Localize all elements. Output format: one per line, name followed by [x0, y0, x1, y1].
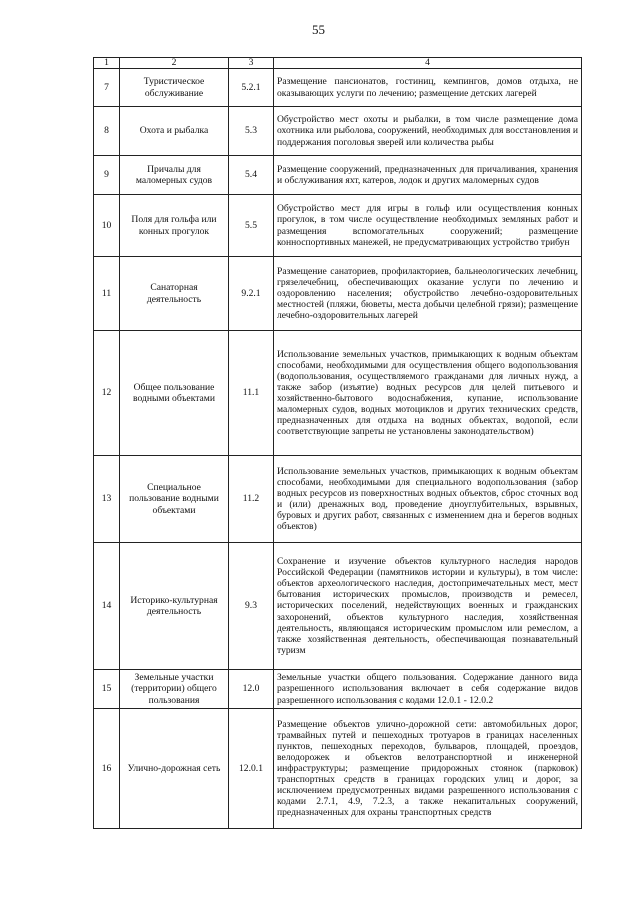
row-description: Обустройство мест для игры в гольф или осуществления конных прогулок, в том числе осуществление необходимых земляных работ и размещения вспомогательных сооружений; размещение конноспортивных манежей, не предусматривающих устройство трибун — [274, 195, 582, 257]
row-code: 9.2.1 — [229, 257, 274, 331]
row-description: Размещение санаториев, профилакториев, бальнеологических лечебниц, грязелечебниц, обеспечивающих оказание услуги по лечению и оздоровлению населения; обустройство лечебно-оздоровительных местностей (пляжи, бюветы, места добычи целебной грязи); размещение лечебно-оздоровительных лагерей — [274, 257, 582, 331]
row-code: 5.3 — [229, 107, 274, 156]
row-name: Санаторная деятельность — [120, 257, 229, 331]
row-description: Использование земельных участков, примыкающих к водным объектам способами, необходимыми для специального водопользования (забор водных ресурсов из поверхностных водных объектов, сброс сточных вод и (или) дренажных вод, проведение дноуглубительных, взрывных, буровых и других работ, связанных с изменением дна и берегов водных объектов) — [274, 456, 582, 543]
table-row — [94, 456, 582, 543]
row-number: 16 — [94, 709, 120, 829]
row-name: Туристическое обслуживание — [120, 69, 229, 107]
table-row — [94, 670, 582, 709]
row-code: 12.0 — [229, 670, 274, 709]
table-row — [94, 543, 582, 670]
header-cell: 4 — [274, 58, 582, 69]
table-row — [94, 331, 582, 456]
row-number: 9 — [94, 156, 120, 195]
row-description: Размещение пансионатов, гостиниц, кемпингов, домов отдыха, не оказывающих услуги по лечению; размещение детских лагерей — [274, 69, 582, 107]
land-use-table — [93, 57, 582, 829]
row-code: 9.3 — [229, 543, 274, 670]
row-code: 5.5 — [229, 195, 274, 257]
row-name: Общее пользование водными объектами — [120, 331, 229, 456]
header-cell: 3 — [229, 58, 274, 69]
row-number: 14 — [94, 543, 120, 670]
table-header-row — [94, 58, 582, 69]
row-name: Охота и рыбалка — [120, 107, 229, 156]
table-row — [94, 195, 582, 257]
row-name: Причалы для маломерных судов — [120, 156, 229, 195]
table-row — [94, 156, 582, 195]
table-row — [94, 257, 582, 331]
row-description: Размещение сооружений, предназначенных для причаливания, хранения и обслуживания яхт, катеров, лодок и других маломерных судов — [274, 156, 582, 195]
table-row — [94, 69, 582, 107]
row-name: Земельные участки (территории) общего пользования — [120, 670, 229, 709]
row-number: 8 — [94, 107, 120, 156]
row-description: Использование земельных участков, примыкающих к водным объектам способами, необходимыми для осуществления общего водопользования (водопользования, осуществляемого гражданами для личных нужд, а также забор (изъятие) водных ресурсов для целей питьевого и хозяйственно-бытового водоснабжения, купание, использование маломерных судов, водных мотоциклов и других технических средств, предназначенных для отдыха на водных объектах, водопой, если соответствующие запреты не установлены законодательством) — [274, 331, 582, 456]
row-name: Историко-культурная деятельность — [120, 543, 229, 670]
row-code: 11.2 — [229, 456, 274, 543]
row-name: Улично-дорожная сеть — [120, 709, 229, 829]
row-number: 12 — [94, 331, 120, 456]
header-cell: 1 — [94, 58, 120, 69]
page-number: 55 — [312, 22, 325, 37]
row-number: 11 — [94, 257, 120, 331]
row-code: 5.2.1 — [229, 69, 274, 107]
row-code: 5.4 — [229, 156, 274, 195]
row-description: Сохранение и изучение объектов культурного наследия народов Российской Федерации (памятников истории и культуры), в том числе: объектов археологического наследия, достопримечательных мест, мест бытования исторических промыслов, производств и ремесел, исторических поселений, недействующих военных и гражданских захоронений, объектов культурного наследия, хозяйственная деятельность, являющаяся историческим промыслом или ремеслом, а также хозяйственная деятельность, обеспечивающая познавательный туризм — [274, 543, 582, 670]
row-name: Поля для гольфа или конных прогулок — [120, 195, 229, 257]
row-name: Специальное пользование водными объектами — [120, 456, 229, 543]
row-description: Земельные участки общего пользования. Содержание данного вида разрешенного использования включает в себя содержание видов разрешенного использования с кодами 12.0.1 - 12.0.2 — [274, 670, 582, 709]
row-description: Размещение объектов улично-дорожной сети: автомобильных дорог, трамвайных путей и пешеходных тротуаров в границах населенных пунктов, пешеходных переходов, бульваров, площадей, проездов, велодорожек и объектов велотранспортной и инженерной инфраструктуры; размещение придорожных стоянок (парковок) транспортных средств в границах городских улиц и дорог, за исключением предусмотренных видами разрешенного использования с кодами 2.7.1, 4.9, 7.2.3, а также некапитальных сооружений, предназначенных для охраны транспортных средств — [274, 709, 582, 829]
row-number: 13 — [94, 456, 120, 543]
table-row — [94, 107, 582, 156]
row-number: 7 — [94, 69, 120, 107]
row-code: 12.0.1 — [229, 709, 274, 829]
table-row — [94, 709, 582, 829]
row-code: 11.1 — [229, 331, 274, 456]
header-cell: 2 — [120, 58, 229, 69]
row-number: 15 — [94, 670, 120, 709]
row-description: Обустройство мест охоты и рыбалки, в том числе размещение дома охотника или рыболова, сооружений, необходимых для восстановления и поддержания поголовья зверей или количества рыбы — [274, 107, 582, 156]
row-number: 10 — [94, 195, 120, 257]
